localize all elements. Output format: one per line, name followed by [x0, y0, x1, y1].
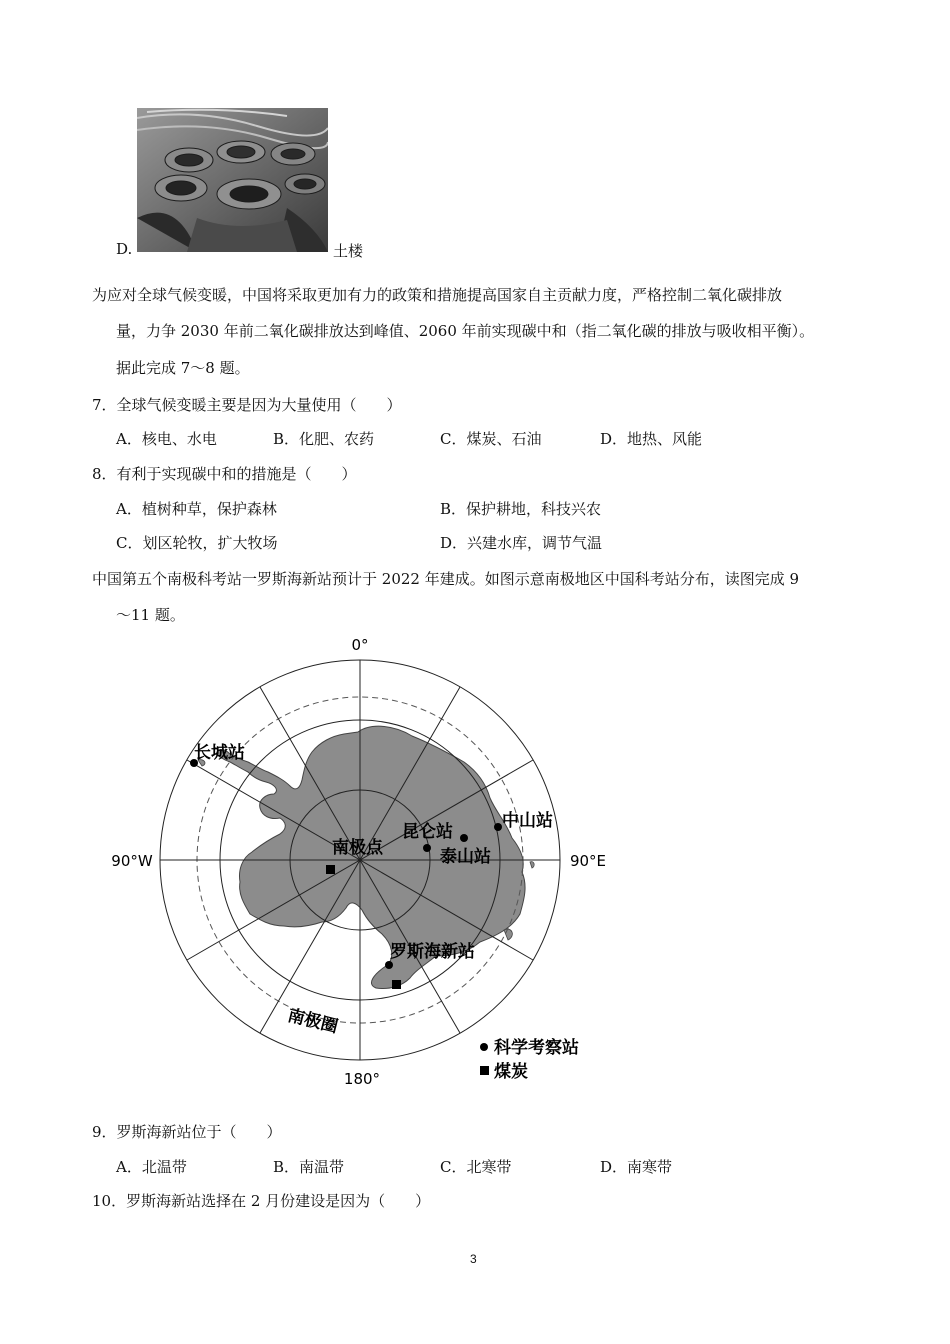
changcheng-station-label: 长城站	[194, 743, 245, 763]
longitude-90w-label: 90°W	[111, 852, 153, 870]
antarctica-map	[100, 630, 620, 1090]
q9-stem: 9．罗斯海新站位于（ ）	[92, 1123, 282, 1141]
option-d-prefix: D.	[116, 240, 133, 258]
coal-marker	[326, 865, 335, 874]
longitude-0-label: 0°	[351, 636, 369, 654]
longitude-180-label: 180°	[343, 1070, 381, 1088]
photo-caption: 土楼	[333, 242, 364, 260]
q7-option-d[interactable]: D．地热、风能	[600, 430, 703, 448]
legend-coal-label: 煤炭	[494, 1062, 528, 1082]
q9-option-b[interactable]: B．南温带	[273, 1158, 345, 1176]
legend-coal-symbol	[480, 1066, 489, 1075]
coal-marker	[392, 980, 401, 989]
q8-option-b[interactable]: B．保护耕地，科技兴农	[440, 500, 602, 518]
q8-stem: 8．有利于实现碳中和的措施是（ ）	[92, 465, 357, 483]
taishan-station-dot	[460, 834, 468, 842]
q7-option-a[interactable]: A．核电、水电	[116, 430, 217, 448]
q8-option-d[interactable]: D．兴建水库，调节气温	[440, 534, 603, 552]
q9-option-d[interactable]: D．南寒带	[600, 1158, 673, 1176]
south-pole-label: 南极点	[332, 838, 383, 858]
q9-option-c[interactable]: C．北寒带	[440, 1158, 512, 1176]
intro1-line2: 量，力争 2030 年前二氧化碳排放达到峰值、2060 年前实现碳中和（指二氧化碳的排放与吸收相平衡）。	[116, 322, 815, 340]
q7-stem: 7．全球气候变暖主要是因为大量使用（ ）	[92, 396, 402, 414]
q8-option-a[interactable]: A．植树种草，保护森林	[116, 500, 277, 518]
kunlun-station-dot	[423, 844, 431, 852]
longitude-90e-label: 90°E	[569, 852, 607, 870]
zhongshan-station-label: 中山站	[502, 811, 553, 831]
q7-option-c[interactable]: C．煤炭、石油	[440, 430, 542, 448]
meridians	[160, 660, 560, 1060]
intro2-line2: ～11 题。	[116, 606, 185, 624]
q8-option-c[interactable]: C．划区轮牧，扩大牧场	[116, 534, 278, 552]
q9-option-a[interactable]: A．北温带	[116, 1158, 187, 1176]
q10-stem: 10．罗斯海新站选择在 2 月份建设是因为（ ）	[92, 1192, 431, 1210]
antarctic-circle-label: 南极圈	[285, 1005, 340, 1038]
tulou-photo	[137, 108, 328, 252]
page-number: 3	[470, 1252, 477, 1266]
taishan-station-label: 泰山站	[440, 847, 491, 867]
legend-station-symbol	[480, 1043, 488, 1051]
q7-option-b[interactable]: B．化肥、农药	[273, 430, 375, 448]
intro2-line1: 中国第五个南极科考站一罗斯海新站预计于 2022 年建成。如图示意南极地区中国科考站分布，读图完成 9	[92, 570, 800, 588]
luosihai-station-dot	[385, 961, 393, 969]
intro1-line1: 为应对全球气候变暖，中国将采取更加有力的政策和措施提高国家自主贡献力度，严格控制二氧化碳排放	[92, 286, 783, 304]
intro1-line3: 据此完成 7～8 题。	[116, 359, 250, 377]
luosihai-station-label: 罗斯海新站	[390, 942, 475, 962]
zhongshan-station-dot	[494, 823, 502, 831]
legend-station-label: 科学考察站	[494, 1038, 579, 1058]
kunlun-station-label: 昆仑站	[402, 822, 453, 842]
